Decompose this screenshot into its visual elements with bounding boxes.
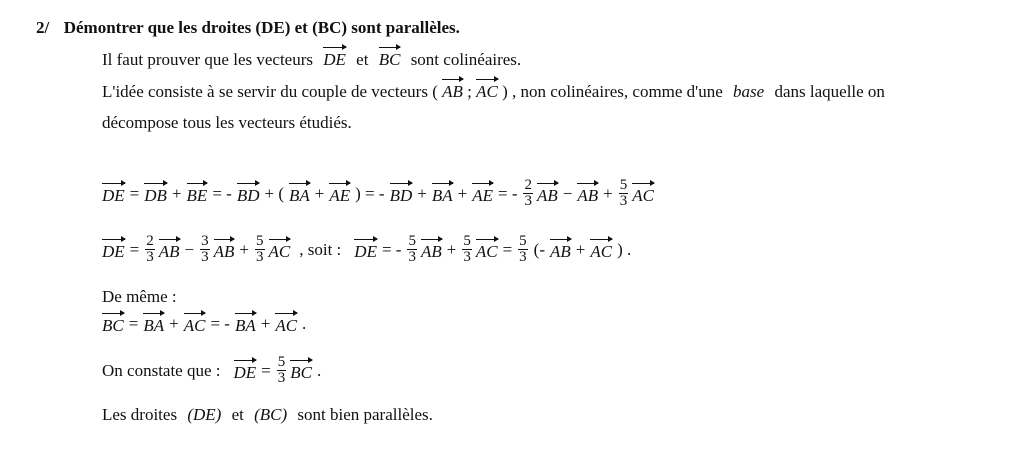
operator: + bbox=[446, 239, 457, 259]
paragraph-5 bbox=[102, 355, 323, 386]
line-label: (DE) bbox=[187, 405, 222, 424]
fraction: $\frac{5}{3}$ bbox=[256, 233, 264, 265]
operator: = bbox=[129, 239, 140, 259]
section-heading bbox=[36, 18, 460, 38]
vector: AE bbox=[472, 184, 493, 204]
vector: DE bbox=[354, 240, 377, 260]
paragraph-1 bbox=[102, 48, 521, 70]
operator: + bbox=[169, 314, 179, 333]
separator: ; bbox=[467, 82, 472, 101]
vector: AC bbox=[275, 314, 297, 334]
vector: AC bbox=[269, 240, 291, 260]
fraction: $\frac{3}{3}$ bbox=[201, 233, 209, 265]
vector: AC bbox=[476, 240, 498, 260]
paragraph-3 bbox=[102, 113, 352, 133]
vector: BA bbox=[289, 184, 310, 204]
operator: + bbox=[575, 239, 586, 259]
vector: AC bbox=[632, 184, 654, 204]
operator: = bbox=[129, 183, 140, 203]
operator: , soit : bbox=[299, 239, 342, 259]
vector: BE bbox=[187, 184, 208, 204]
fraction: $\frac{2}{3}$ bbox=[146, 233, 154, 265]
fraction: $\frac{5}{3}$ bbox=[408, 233, 416, 265]
operator: . bbox=[302, 314, 307, 333]
text-segment: Les droites bbox=[102, 405, 178, 424]
text-segment: et bbox=[231, 405, 244, 424]
operator: = bbox=[502, 239, 513, 259]
operator: + bbox=[603, 183, 613, 203]
vector: AB bbox=[550, 240, 571, 260]
vector: AB bbox=[442, 80, 463, 100]
text-segment: décompose tous les vecteurs étudiés. bbox=[102, 113, 352, 132]
equation-1 bbox=[102, 178, 654, 209]
vector: AB bbox=[159, 240, 180, 260]
text-segment: L'idée consiste à se servir du couple de vecteurs ( bbox=[102, 82, 438, 101]
paragraph-2 bbox=[102, 80, 885, 102]
fraction: $\frac{5}{3}$ bbox=[277, 354, 286, 386]
text-segment: et bbox=[356, 50, 369, 69]
operator: + bbox=[171, 183, 182, 203]
text-segment: dans laquelle on bbox=[774, 82, 885, 101]
text-segment: De même : bbox=[102, 287, 177, 306]
text-segment: sont colinéaires. bbox=[410, 50, 522, 69]
vector: DE bbox=[234, 361, 257, 381]
fraction: $\frac{5}{3}$ bbox=[619, 177, 628, 209]
operator: ) . bbox=[617, 239, 632, 259]
operator: = - bbox=[497, 183, 518, 203]
vector: BA bbox=[235, 314, 256, 334]
vector: BC bbox=[102, 314, 124, 334]
vector: DE bbox=[102, 240, 125, 260]
vector: AC bbox=[590, 240, 612, 260]
text-segment: sont bien parallèles. bbox=[297, 405, 433, 424]
operator: + bbox=[314, 183, 325, 203]
equation-2 bbox=[102, 234, 633, 265]
vector: DE bbox=[102, 184, 125, 204]
vector: BA bbox=[143, 314, 164, 334]
section-title: Démontrer que les droites (DE) et (BC) sont parallèles. bbox=[63, 18, 460, 37]
operator: = - bbox=[210, 314, 230, 333]
vector: BC bbox=[290, 361, 312, 381]
line-label: (BC) bbox=[254, 405, 288, 424]
vector: AC bbox=[476, 80, 498, 100]
operator: − bbox=[562, 183, 573, 203]
operator: = bbox=[128, 314, 139, 333]
equation-3 bbox=[102, 314, 308, 334]
operator: + bbox=[457, 183, 468, 203]
operator: + ( bbox=[264, 183, 284, 203]
fraction: $\frac{5}{3}$ bbox=[463, 233, 471, 265]
operator: + bbox=[239, 239, 250, 259]
vector: DB bbox=[144, 184, 167, 204]
vector: AE bbox=[329, 184, 350, 204]
operator: = bbox=[261, 360, 271, 380]
operator: ) = - bbox=[355, 183, 385, 203]
vector: BD bbox=[237, 184, 260, 204]
operator: = - bbox=[212, 183, 232, 203]
text-segment: On constate que : bbox=[102, 360, 221, 380]
italic-word: base bbox=[733, 82, 765, 101]
vector: AB bbox=[537, 184, 558, 204]
vector: AB bbox=[577, 184, 598, 204]
paragraph-6 bbox=[102, 405, 433, 425]
fraction: $\frac{5}{3}$ bbox=[519, 233, 527, 265]
vector: AC bbox=[184, 314, 206, 334]
paragraph-4 bbox=[102, 287, 177, 307]
vector: BD bbox=[390, 184, 413, 204]
section-number: 2/ bbox=[36, 18, 50, 37]
operator: . bbox=[317, 360, 322, 380]
operator: − bbox=[184, 239, 195, 259]
operator: = - bbox=[381, 239, 402, 259]
vector: BC bbox=[379, 48, 401, 68]
text-segment: Il faut prouver que les vecteurs bbox=[102, 50, 313, 69]
vector: DE bbox=[323, 48, 346, 68]
operator: (- bbox=[533, 239, 545, 259]
vector: AB bbox=[214, 240, 235, 260]
text-segment: ) , non colinéaires, comme d'une bbox=[502, 82, 723, 101]
vector: BA bbox=[432, 184, 453, 204]
operator: + bbox=[260, 314, 271, 333]
operator: + bbox=[417, 183, 427, 203]
vector: AB bbox=[421, 240, 442, 260]
fraction: $\frac{2}{3}$ bbox=[524, 177, 532, 209]
